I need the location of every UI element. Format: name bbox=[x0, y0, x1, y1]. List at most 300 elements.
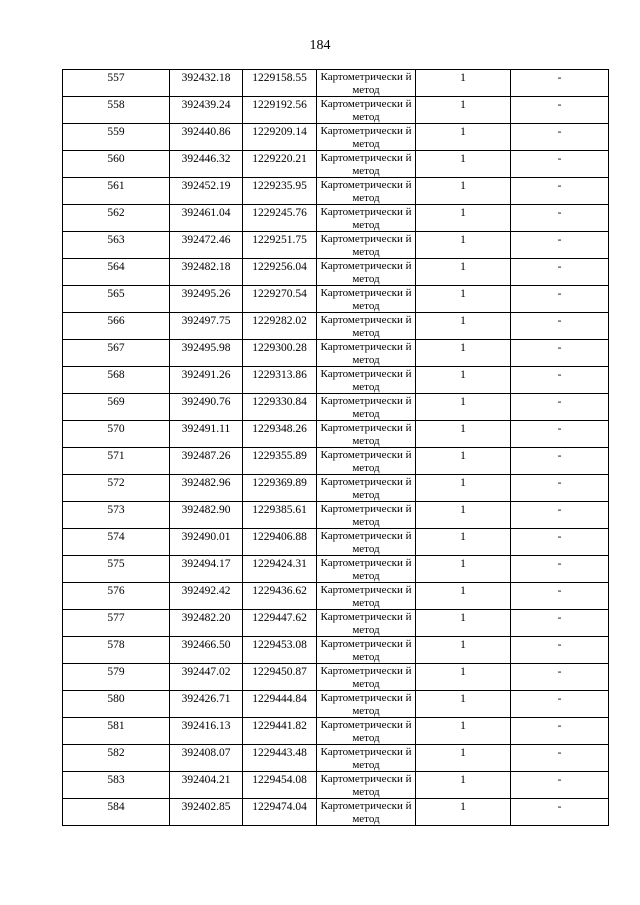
accuracy-cell bbox=[416, 97, 511, 124]
accuracy-cell-text: 1 bbox=[460, 423, 466, 435]
accuracy-cell-text: 1 bbox=[460, 666, 466, 678]
note-cell-text: - bbox=[557, 315, 562, 327]
y-coordinate-cell bbox=[243, 70, 317, 97]
accuracy-cell bbox=[416, 745, 511, 772]
table-row bbox=[63, 691, 609, 718]
note-cell bbox=[511, 745, 609, 772]
x-coordinate-cell-text: 392490.76 bbox=[181, 396, 231, 408]
method-cell bbox=[317, 637, 416, 664]
note-cell bbox=[511, 205, 609, 232]
x-coordinate-cell-text: 392495.98 bbox=[181, 342, 231, 354]
table-row bbox=[63, 556, 609, 583]
accuracy-cell-text: 1 bbox=[460, 585, 466, 597]
y-coordinate-cell-text: 1229355.89 bbox=[252, 450, 307, 462]
accuracy-cell-text: 1 bbox=[460, 450, 466, 462]
note-cell-text: - bbox=[557, 261, 562, 273]
point-number-cell bbox=[63, 340, 170, 367]
accuracy-cell bbox=[416, 232, 511, 259]
table-row bbox=[63, 745, 609, 772]
y-coordinate-cell-text: 1229192.56 bbox=[252, 99, 307, 111]
accuracy-cell-text: 1 bbox=[460, 747, 466, 759]
point-number-cell bbox=[63, 421, 170, 448]
y-coordinate-cell bbox=[243, 475, 317, 502]
method-cell bbox=[317, 664, 416, 691]
y-coordinate-cell-text: 1229158.55 bbox=[252, 72, 307, 84]
table-row bbox=[63, 124, 609, 151]
method-cell-text: Картометрически й метод bbox=[320, 206, 412, 231]
x-coordinate-cell bbox=[170, 124, 243, 151]
point-number-cell-text: 557 bbox=[107, 72, 125, 84]
point-number-cell-text: 574 bbox=[107, 531, 125, 543]
method-cell-text: Картометрически й метод bbox=[320, 341, 412, 366]
y-coordinate-cell-text: 1229251.75 bbox=[252, 234, 307, 246]
y-coordinate-cell bbox=[243, 502, 317, 529]
table-row bbox=[63, 286, 609, 313]
method-cell-text: Картометрически й метод bbox=[320, 395, 412, 420]
note-cell-text: - bbox=[557, 612, 562, 624]
accuracy-cell-text: 1 bbox=[460, 396, 466, 408]
x-coordinate-cell-text: 392440.86 bbox=[181, 126, 231, 138]
point-number-cell bbox=[63, 718, 170, 745]
note-cell-text: - bbox=[557, 585, 562, 597]
x-coordinate-cell-text: 392416.13 bbox=[181, 720, 231, 732]
note-cell bbox=[511, 286, 609, 313]
x-coordinate-cell-text: 392491.26 bbox=[181, 369, 231, 381]
accuracy-cell-text: 1 bbox=[460, 639, 466, 651]
point-number-cell bbox=[63, 394, 170, 421]
point-number-cell-text: 572 bbox=[107, 477, 125, 489]
table-row bbox=[63, 583, 609, 610]
note-cell bbox=[511, 70, 609, 97]
x-coordinate-cell-text: 392482.18 bbox=[181, 261, 231, 273]
accuracy-cell-text: 1 bbox=[460, 288, 466, 300]
point-number-cell-text: 579 bbox=[107, 666, 125, 678]
method-cell bbox=[317, 610, 416, 637]
table-row bbox=[63, 502, 609, 529]
y-coordinate-cell bbox=[243, 556, 317, 583]
note-cell-text: - bbox=[557, 693, 562, 705]
y-coordinate-cell bbox=[243, 259, 317, 286]
note-cell bbox=[511, 151, 609, 178]
accuracy-cell bbox=[416, 394, 511, 421]
accuracy-cell bbox=[416, 313, 511, 340]
note-cell bbox=[511, 232, 609, 259]
accuracy-cell bbox=[416, 502, 511, 529]
note-cell bbox=[511, 556, 609, 583]
accuracy-cell-text: 1 bbox=[460, 720, 466, 732]
x-coordinate-cell bbox=[170, 637, 243, 664]
accuracy-cell bbox=[416, 70, 511, 97]
note-cell-text: - bbox=[557, 153, 562, 165]
note-cell bbox=[511, 718, 609, 745]
point-number-cell bbox=[63, 448, 170, 475]
x-coordinate-cell-text: 392490.01 bbox=[181, 531, 231, 543]
method-cell-text: Картометрически й метод bbox=[320, 314, 412, 339]
method-cell bbox=[317, 367, 416, 394]
table-row bbox=[63, 610, 609, 637]
note-cell bbox=[511, 448, 609, 475]
point-number-cell bbox=[63, 124, 170, 151]
x-coordinate-cell bbox=[170, 205, 243, 232]
y-coordinate-cell-text: 1229270.54 bbox=[252, 288, 307, 300]
x-coordinate-cell bbox=[170, 799, 243, 826]
note-cell bbox=[511, 610, 609, 637]
y-coordinate-cell-text: 1229369.89 bbox=[252, 477, 307, 489]
x-coordinate-cell-text: 392494.17 bbox=[181, 558, 231, 570]
point-number-cell bbox=[63, 556, 170, 583]
table-row bbox=[63, 772, 609, 799]
method-cell bbox=[317, 691, 416, 718]
x-coordinate-cell-text: 392466.50 bbox=[181, 639, 231, 651]
y-coordinate-cell-text: 1229256.04 bbox=[252, 261, 307, 273]
method-cell-text: Картометрически й метод bbox=[320, 584, 412, 609]
table-row bbox=[63, 151, 609, 178]
accuracy-cell-text: 1 bbox=[460, 693, 466, 705]
x-coordinate-cell bbox=[170, 70, 243, 97]
y-coordinate-cell-text: 1229209.14 bbox=[252, 126, 307, 138]
point-number-cell-text: 582 bbox=[107, 747, 125, 759]
x-coordinate-cell bbox=[170, 529, 243, 556]
point-number-cell-text: 577 bbox=[107, 612, 125, 624]
y-coordinate-cell-text: 1229454.08 bbox=[252, 774, 307, 786]
point-number-cell bbox=[63, 259, 170, 286]
method-cell-text: Картометрически й метод bbox=[320, 530, 412, 555]
note-cell bbox=[511, 313, 609, 340]
accuracy-cell-text: 1 bbox=[460, 342, 466, 354]
point-number-cell-text: 578 bbox=[107, 639, 125, 651]
method-cell-text: Картометрически й метод bbox=[320, 260, 412, 285]
point-number-cell bbox=[63, 502, 170, 529]
method-cell bbox=[317, 97, 416, 124]
note-cell-text: - bbox=[557, 558, 562, 570]
point-number-cell-text: 581 bbox=[107, 720, 125, 732]
x-coordinate-cell-text: 392439.24 bbox=[181, 99, 231, 111]
accuracy-cell-text: 1 bbox=[460, 234, 466, 246]
y-coordinate-cell bbox=[243, 367, 317, 394]
method-cell-text: Картометрически й метод bbox=[320, 125, 412, 150]
note-cell bbox=[511, 664, 609, 691]
x-coordinate-cell-text: 392447.02 bbox=[181, 666, 231, 678]
accuracy-cell bbox=[416, 421, 511, 448]
y-coordinate-cell-text: 1229245.76 bbox=[252, 207, 307, 219]
x-coordinate-cell bbox=[170, 718, 243, 745]
point-number-cell-text: 563 bbox=[107, 234, 125, 246]
point-number-cell bbox=[63, 178, 170, 205]
y-coordinate-cell-text: 1229436.62 bbox=[252, 585, 307, 597]
method-cell bbox=[317, 205, 416, 232]
x-coordinate-cell-text: 392461.04 bbox=[181, 207, 231, 219]
accuracy-cell bbox=[416, 151, 511, 178]
note-cell bbox=[511, 475, 609, 502]
x-coordinate-cell bbox=[170, 502, 243, 529]
point-number-cell bbox=[63, 664, 170, 691]
accuracy-cell-text: 1 bbox=[460, 612, 466, 624]
method-cell-text: Картометрически й метод bbox=[320, 152, 412, 177]
method-cell-text: Картометрически й метод bbox=[320, 611, 412, 636]
method-cell-text: Картометрически й метод bbox=[320, 368, 412, 393]
page-number: 184 bbox=[309, 38, 331, 53]
method-cell-text: Картометрически й метод bbox=[320, 638, 412, 663]
method-cell-text: Картометрически й метод bbox=[320, 71, 412, 96]
point-number-cell bbox=[63, 799, 170, 826]
method-cell bbox=[317, 772, 416, 799]
point-number-cell-text: 561 bbox=[107, 180, 125, 192]
y-coordinate-cell-text: 1229406.88 bbox=[252, 531, 307, 543]
y-coordinate-cell-text: 1229282.02 bbox=[252, 315, 307, 327]
method-cell bbox=[317, 313, 416, 340]
y-coordinate-cell bbox=[243, 745, 317, 772]
note-cell-text: - bbox=[557, 423, 562, 435]
point-number-cell bbox=[63, 205, 170, 232]
y-coordinate-cell-text: 1229300.28 bbox=[252, 342, 307, 354]
note-cell bbox=[511, 394, 609, 421]
table-row bbox=[63, 70, 609, 97]
note-cell-text: - bbox=[557, 477, 562, 489]
y-coordinate-cell bbox=[243, 394, 317, 421]
table-row bbox=[63, 205, 609, 232]
note-cell-text: - bbox=[557, 450, 562, 462]
y-coordinate-cell-text: 1229385.61 bbox=[252, 504, 307, 516]
note-cell-text: - bbox=[557, 531, 562, 543]
coordinates-table-body bbox=[63, 70, 609, 826]
method-cell bbox=[317, 232, 416, 259]
y-coordinate-cell bbox=[243, 124, 317, 151]
y-coordinate-cell bbox=[243, 799, 317, 826]
point-number-cell-text: 580 bbox=[107, 693, 125, 705]
x-coordinate-cell-text: 392491.11 bbox=[181, 423, 231, 435]
y-coordinate-cell bbox=[243, 313, 317, 340]
x-coordinate-cell-text: 392482.96 bbox=[181, 477, 231, 489]
method-cell bbox=[317, 448, 416, 475]
note-cell bbox=[511, 259, 609, 286]
point-number-cell-text: 560 bbox=[107, 153, 125, 165]
method-cell-text: Картометрически й метод bbox=[320, 179, 412, 204]
method-cell bbox=[317, 475, 416, 502]
x-coordinate-cell-text: 392497.75 bbox=[181, 315, 231, 327]
note-cell-text: - bbox=[557, 639, 562, 651]
point-number-cell bbox=[63, 367, 170, 394]
method-cell bbox=[317, 394, 416, 421]
accuracy-cell bbox=[416, 475, 511, 502]
method-cell bbox=[317, 718, 416, 745]
accuracy-cell bbox=[416, 340, 511, 367]
x-coordinate-cell bbox=[170, 475, 243, 502]
y-coordinate-cell bbox=[243, 340, 317, 367]
x-coordinate-cell bbox=[170, 664, 243, 691]
point-number-cell-text: 559 bbox=[107, 126, 125, 138]
y-coordinate-cell bbox=[243, 97, 317, 124]
accuracy-cell-text: 1 bbox=[460, 180, 466, 192]
y-coordinate-cell bbox=[243, 691, 317, 718]
table-row bbox=[63, 718, 609, 745]
x-coordinate-cell-text: 392495.26 bbox=[181, 288, 231, 300]
point-number-cell bbox=[63, 97, 170, 124]
method-cell bbox=[317, 799, 416, 826]
y-coordinate-cell bbox=[243, 583, 317, 610]
point-number-cell bbox=[63, 529, 170, 556]
method-cell bbox=[317, 583, 416, 610]
x-coordinate-cell bbox=[170, 97, 243, 124]
method-cell bbox=[317, 259, 416, 286]
table-row bbox=[63, 259, 609, 286]
method-cell-text: Картометрически й метод bbox=[320, 719, 412, 744]
point-number-cell bbox=[63, 286, 170, 313]
point-number-cell-text: 564 bbox=[107, 261, 125, 273]
point-number-cell-text: 571 bbox=[107, 450, 125, 462]
note-cell-text: - bbox=[557, 126, 562, 138]
note-cell-text: - bbox=[557, 774, 562, 786]
note-cell-text: - bbox=[557, 396, 562, 408]
point-number-cell bbox=[63, 475, 170, 502]
y-coordinate-cell-text: 1229450.87 bbox=[252, 666, 307, 678]
x-coordinate-cell-text: 392432.18 bbox=[181, 72, 231, 84]
accuracy-cell-text: 1 bbox=[460, 72, 466, 84]
accuracy-cell bbox=[416, 124, 511, 151]
method-cell bbox=[317, 556, 416, 583]
table-row bbox=[63, 394, 609, 421]
accuracy-cell bbox=[416, 664, 511, 691]
table-row bbox=[63, 313, 609, 340]
y-coordinate-cell bbox=[243, 178, 317, 205]
note-cell-text: - bbox=[557, 342, 562, 354]
note-cell bbox=[511, 691, 609, 718]
note-cell-text: - bbox=[557, 207, 562, 219]
point-number-cell bbox=[63, 772, 170, 799]
y-coordinate-cell bbox=[243, 610, 317, 637]
method-cell-text: Картометрически й метод bbox=[320, 665, 412, 690]
x-coordinate-cell bbox=[170, 691, 243, 718]
point-number-cell-text: 573 bbox=[107, 504, 125, 516]
accuracy-cell-text: 1 bbox=[460, 558, 466, 570]
method-cell bbox=[317, 70, 416, 97]
point-number-cell bbox=[63, 70, 170, 97]
note-cell bbox=[511, 124, 609, 151]
y-coordinate-cell bbox=[243, 529, 317, 556]
method-cell-text: Картометрически й метод bbox=[320, 557, 412, 582]
accuracy-cell bbox=[416, 367, 511, 394]
y-coordinate-cell bbox=[243, 421, 317, 448]
note-cell-text: - bbox=[557, 747, 562, 759]
x-coordinate-cell bbox=[170, 232, 243, 259]
x-coordinate-cell bbox=[170, 772, 243, 799]
y-coordinate-cell bbox=[243, 151, 317, 178]
method-cell-text: Картометрически й метод bbox=[320, 98, 412, 123]
note-cell-text: - bbox=[557, 288, 562, 300]
x-coordinate-cell bbox=[170, 583, 243, 610]
y-coordinate-cell-text: 1229447.62 bbox=[252, 612, 307, 624]
accuracy-cell-text: 1 bbox=[460, 153, 466, 165]
accuracy-cell-text: 1 bbox=[460, 774, 466, 786]
method-cell bbox=[317, 421, 416, 448]
point-number-cell bbox=[63, 151, 170, 178]
note-cell-text: - bbox=[557, 99, 562, 111]
y-coordinate-cell bbox=[243, 232, 317, 259]
accuracy-cell bbox=[416, 259, 511, 286]
point-number-cell bbox=[63, 583, 170, 610]
x-coordinate-cell-text: 392492.42 bbox=[181, 585, 231, 597]
x-coordinate-cell bbox=[170, 421, 243, 448]
accuracy-cell bbox=[416, 286, 511, 313]
x-coordinate-cell-text: 392402.85 bbox=[181, 801, 231, 813]
method-cell-text: Картометрически й метод bbox=[320, 503, 412, 528]
point-number-cell bbox=[63, 610, 170, 637]
y-coordinate-cell-text: 1229313.86 bbox=[252, 369, 307, 381]
note-cell bbox=[511, 340, 609, 367]
accuracy-cell bbox=[416, 637, 511, 664]
method-cell bbox=[317, 124, 416, 151]
point-number-cell-text: 584 bbox=[107, 801, 125, 813]
method-cell-text: Картометрически й метод bbox=[320, 773, 412, 798]
y-coordinate-cell bbox=[243, 286, 317, 313]
method-cell-text: Картометрически й метод bbox=[320, 422, 412, 447]
x-coordinate-cell-text: 392446.32 bbox=[181, 153, 231, 165]
y-coordinate-cell bbox=[243, 664, 317, 691]
accuracy-cell-text: 1 bbox=[460, 477, 466, 489]
accuracy-cell bbox=[416, 178, 511, 205]
table-row bbox=[63, 178, 609, 205]
x-coordinate-cell bbox=[170, 286, 243, 313]
note-cell-text: - bbox=[557, 72, 562, 84]
accuracy-cell-text: 1 bbox=[460, 369, 466, 381]
note-cell bbox=[511, 799, 609, 826]
y-coordinate-cell-text: 1229443.48 bbox=[252, 747, 307, 759]
x-coordinate-cell-text: 392482.20 bbox=[181, 612, 231, 624]
y-coordinate-cell-text: 1229330.84 bbox=[252, 396, 307, 408]
accuracy-cell-text: 1 bbox=[460, 99, 466, 111]
y-coordinate-cell-text: 1229348.26 bbox=[252, 423, 307, 435]
y-coordinate-cell bbox=[243, 205, 317, 232]
accuracy-cell bbox=[416, 610, 511, 637]
accuracy-cell bbox=[416, 718, 511, 745]
x-coordinate-cell-text: 392408.07 bbox=[181, 747, 231, 759]
point-number-cell-text: 570 bbox=[107, 423, 125, 435]
accuracy-cell bbox=[416, 691, 511, 718]
point-number-cell-text: 569 bbox=[107, 396, 125, 408]
point-number-cell-text: 558 bbox=[107, 99, 125, 111]
method-cell-text: Картометрически й метод bbox=[320, 800, 412, 825]
point-number-cell bbox=[63, 313, 170, 340]
note-cell bbox=[511, 178, 609, 205]
note-cell-text: - bbox=[557, 234, 562, 246]
method-cell-text: Картометрически й метод bbox=[320, 449, 412, 474]
x-coordinate-cell-text: 392472.46 bbox=[181, 234, 231, 246]
table-row bbox=[63, 448, 609, 475]
note-cell-text: - bbox=[557, 180, 562, 192]
note-cell-text: - bbox=[557, 720, 562, 732]
point-number-cell-text: 575 bbox=[107, 558, 125, 570]
y-coordinate-cell bbox=[243, 718, 317, 745]
x-coordinate-cell bbox=[170, 556, 243, 583]
point-number-cell-text: 576 bbox=[107, 585, 125, 597]
y-coordinate-cell-text: 1229220.21 bbox=[252, 153, 307, 165]
note-cell bbox=[511, 772, 609, 799]
x-coordinate-cell bbox=[170, 394, 243, 421]
accuracy-cell bbox=[416, 448, 511, 475]
method-cell bbox=[317, 151, 416, 178]
accuracy-cell-text: 1 bbox=[460, 207, 466, 219]
accuracy-cell bbox=[416, 205, 511, 232]
x-coordinate-cell bbox=[170, 367, 243, 394]
x-coordinate-cell-text: 392404.21 bbox=[181, 774, 231, 786]
point-number-cell bbox=[63, 745, 170, 772]
y-coordinate-cell bbox=[243, 772, 317, 799]
method-cell bbox=[317, 529, 416, 556]
method-cell-text: Картометрически й метод bbox=[320, 692, 412, 717]
note-cell-text: - bbox=[557, 801, 562, 813]
x-coordinate-cell bbox=[170, 610, 243, 637]
note-cell-text: - bbox=[557, 504, 562, 516]
x-coordinate-cell bbox=[170, 313, 243, 340]
